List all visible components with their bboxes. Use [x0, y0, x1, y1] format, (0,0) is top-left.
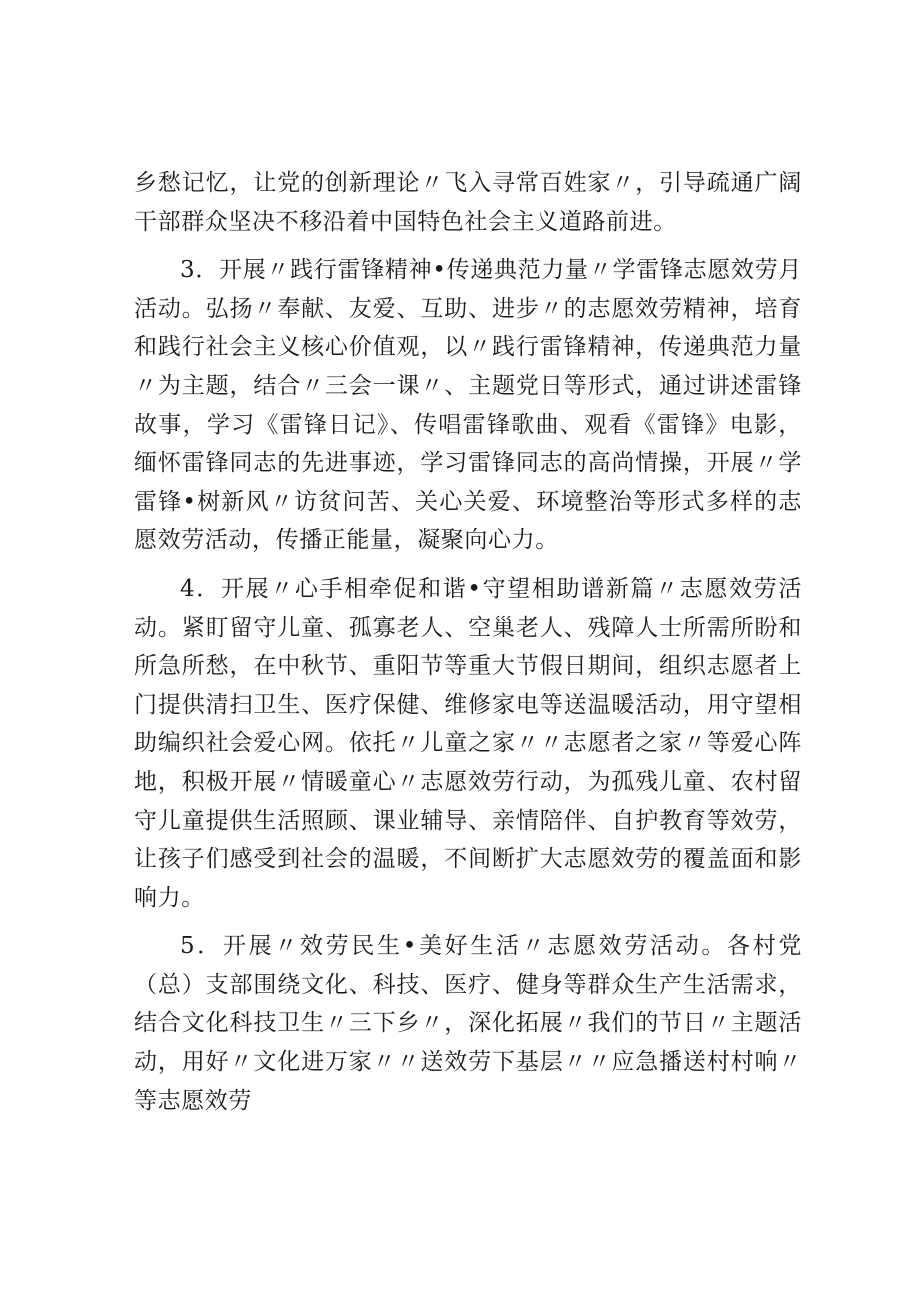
paragraph-continuation: 乡愁记忆，让党的创新理论〃飞入寻常百姓家〃，引导疏通广阔干部群众坚决不移沿着中国特色社会主义道路前进。: [134, 170, 802, 235]
paragraph-item-4: 4．开展〃心手相牵促和谐•守望相助谱新篇〃志愿效劳活动。紧盯留守儿童、孤寡老人、空巢老人、残障人士所需所盼和所急所愁，在中秋节、重阳节等重大节假日期间，组织志愿者上门提供清扫卫生、医疗保健、维修家电等送温暖活动，用守望相助编织社会爱心网。依托〃儿童之家〃〃志愿者之家〃等爱心阵地，积极开展〃情暖童心〃志愿效劳行动，为孤残儿童、农村留守儿童提供生活照顾、课业辅导、亲情陪伴、自护教育等效劳，让孩子们感受到社会的温暖，不间断扩大志愿效劳的覆盖面和影响力。: [134, 575, 802, 911]
document-body: [134, 164, 802, 1130]
paragraph-item-3: 3．开展〃践行雷锋精神•传递典范力量〃学雷锋志愿效劳月活动。弘扬〃奉献、友爱、互助、进步〃的志愿效劳精神，培育和践行社会主义核心价值观，以〃践行雷锋精神，传递典范力量〃为主题，结合〃三会一课〃、主题党日等形式，通过讲述雷锋故事，学习《雷锋日记》、传唱雷锋歌曲、观看《雷锋》电影，缅怀雷锋同志的先进事迹，学习雷锋同志的高尚情操，开展〃学雷锋•树新风〃访贫问苦、关心关爱、环境整治等形式多样的志愿效劳活动，传播正能量，凝聚向心力。: [134, 257, 802, 554]
paragraph-item-5: 5．开展〃效劳民生•美好生活〃志愿效劳活动。各村党（总）支部围绕文化、科技、医疗、健身等群众生产生活需求，结合文化科技卫生〃三下乡〃，深化拓展〃我们的节日〃主题活动，用好〃文化进万家〃〃送效劳下基层〃〃应急播送村村响〃等志愿效劳: [134, 933, 802, 1114]
